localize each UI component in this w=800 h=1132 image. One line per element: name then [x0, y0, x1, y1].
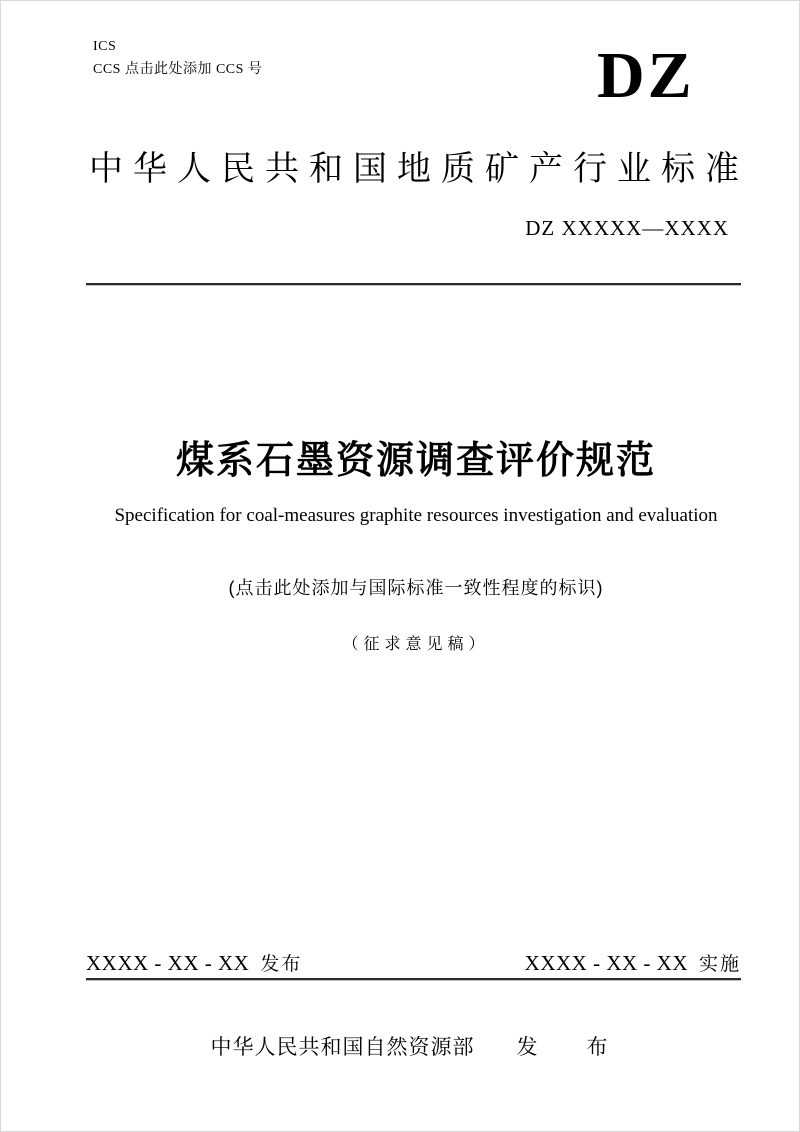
implement-date: XXXX - XX - XX — [524, 951, 688, 975]
header-rule — [86, 283, 741, 286]
implement-label: 实施 — [698, 954, 741, 975]
implement-date-group — [525, 949, 741, 976]
dz-standard-logo: DZ — [597, 39, 695, 112]
standard-number: DZ XXXXX—XXXX — [525, 216, 729, 240]
ics-label: ICS — [93, 39, 117, 54]
issue-label: 发 布 — [516, 1036, 622, 1059]
publish-date-group — [86, 949, 302, 976]
footer-rule — [86, 978, 741, 981]
document-title-en: Specification for coal-measures graphite resources investigation and evaluation — [114, 505, 718, 526]
issuer-name: 中华人民共和国自然资源部 — [210, 1036, 475, 1059]
ccs-placeholder[interactable]: CCS 点击此处添加 CCS 号 — [93, 62, 263, 77]
publish-label: 发布 — [260, 954, 303, 975]
consistency-note-placeholder[interactable]: (点击此处添加与国际标准一致性程度的标识) — [228, 578, 604, 598]
issuer-row — [86, 1031, 746, 1061]
classification-codes — [93, 35, 262, 81]
dates-row — [86, 949, 741, 976]
industry-standard-band: 中华人民共和国地质矿产行业标准 — [89, 150, 739, 188]
document-title-zh: 煤系石墨资源调查评价规范 — [175, 440, 656, 482]
draft-status: （征求意见稿） — [342, 636, 490, 653]
publish-date: XXXX - XX - XX — [86, 951, 250, 975]
